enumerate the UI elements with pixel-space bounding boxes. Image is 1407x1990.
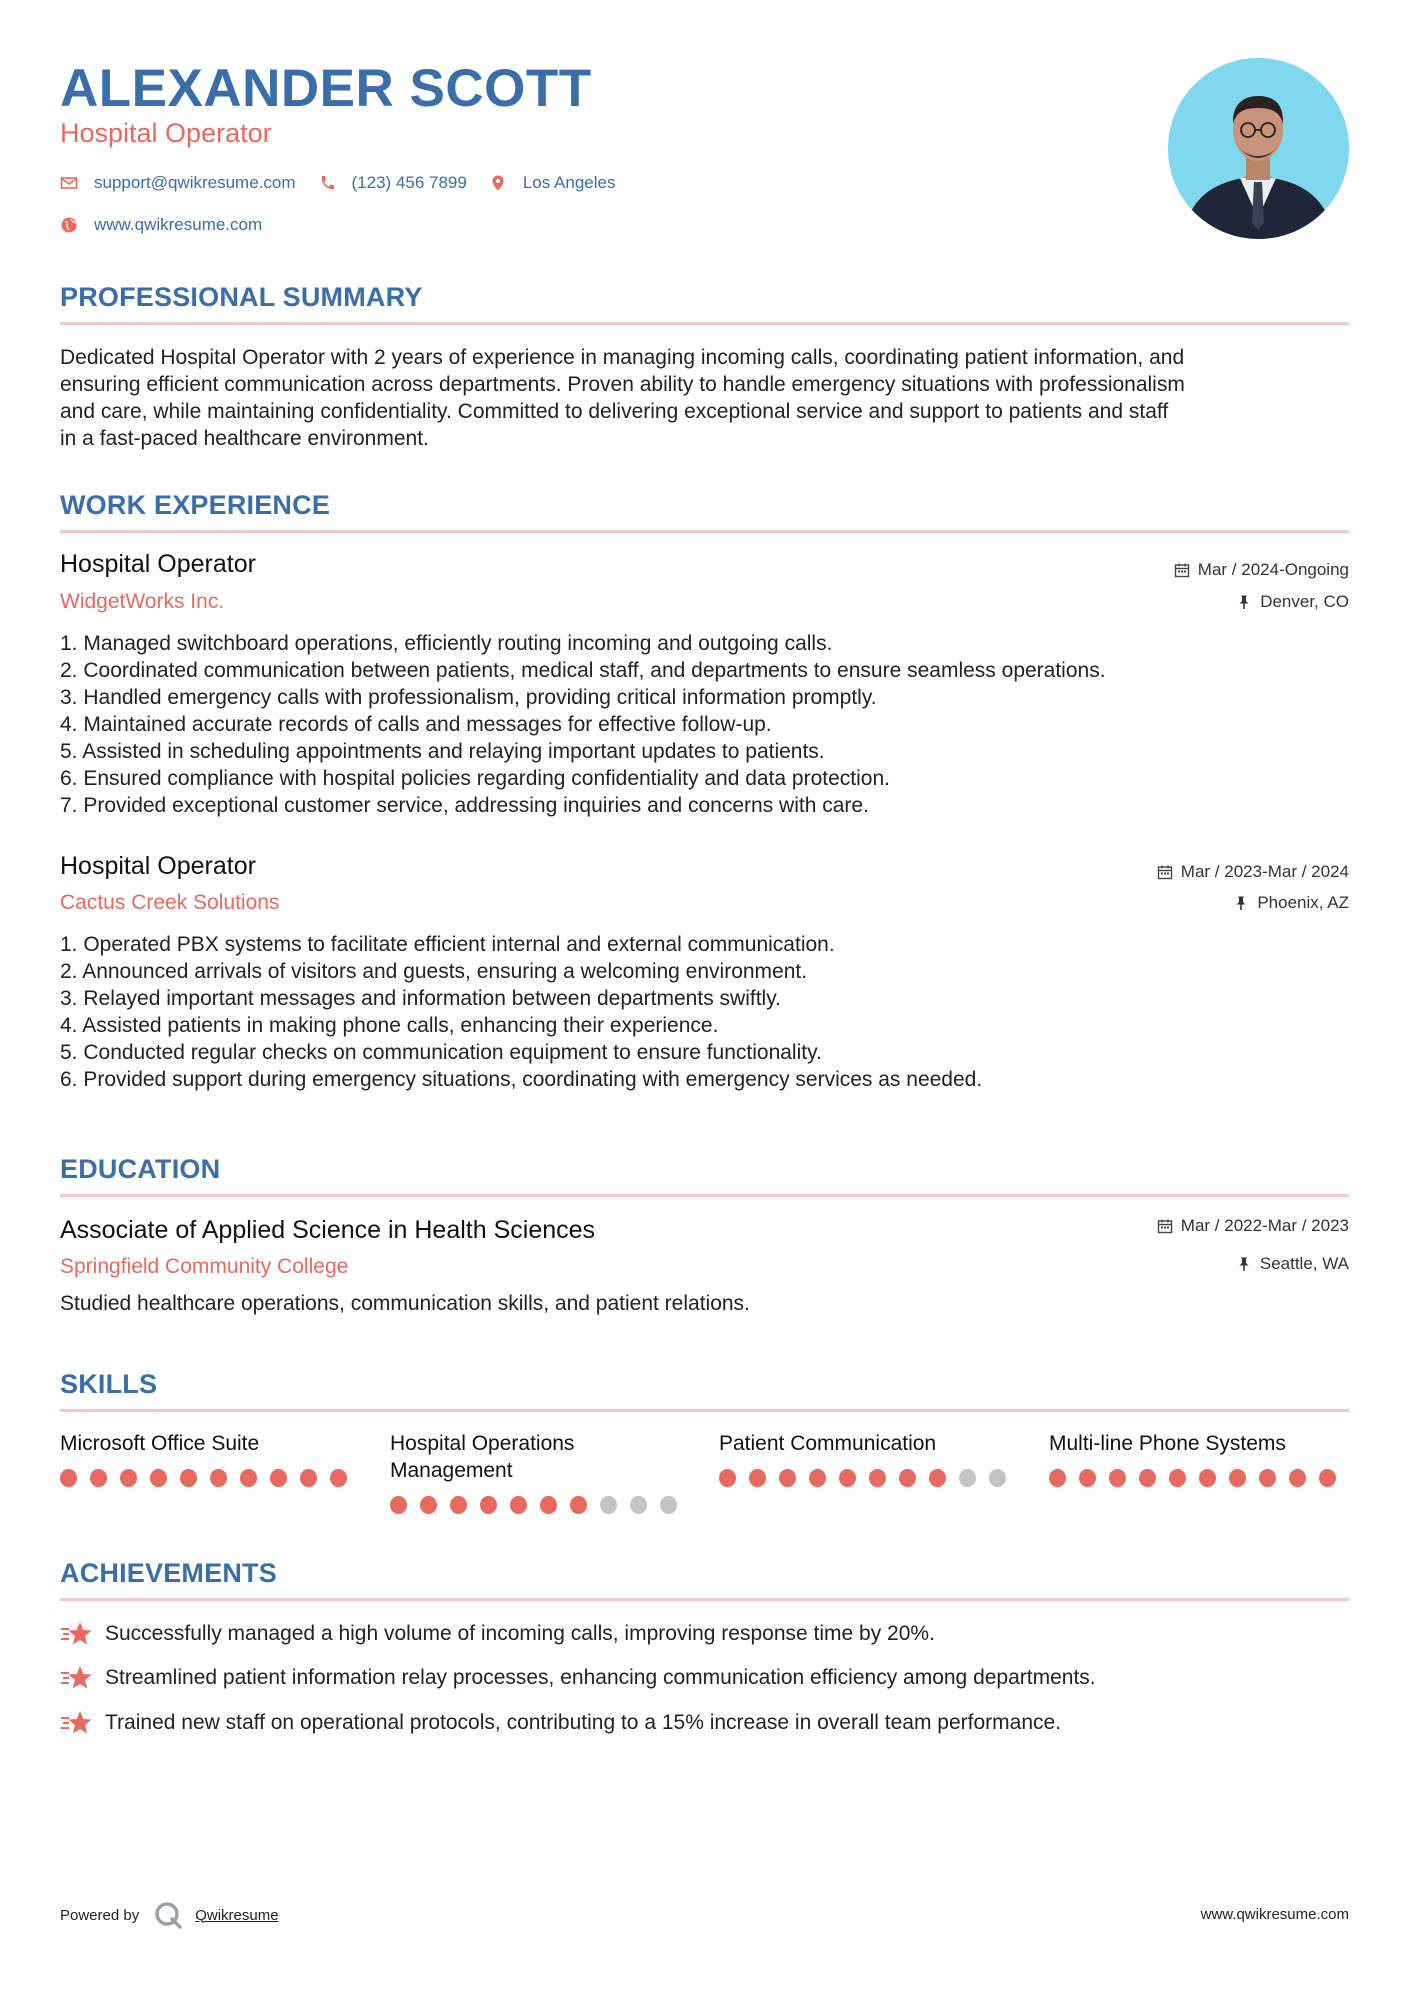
pushpin-icon — [1236, 594, 1252, 610]
skill-dot-filled — [450, 1496, 467, 1514]
qwikresume-link[interactable]: Qwikresume — [195, 1906, 279, 1924]
job-responsibilities — [60, 630, 1349, 819]
list-item: 5. Conducted regular checks on communication equipment to ensure functionality. — [60, 1041, 822, 1064]
education-dates — [1157, 1216, 1349, 1236]
skill-dot-filled — [1289, 1469, 1306, 1487]
shooting-star-icon — [60, 1620, 92, 1648]
skill-dot-empty — [959, 1469, 976, 1487]
calendar-icon — [1157, 864, 1173, 880]
achievement-item — [60, 1709, 1061, 1737]
list-item: 6. Provided support during emergency situations, coordinating with emergency services as needed. — [60, 1068, 983, 1091]
skill-rating — [390, 1496, 690, 1514]
company-name: Cactus Creek Solutions — [60, 891, 280, 914]
phone-number: (123) 456 7899 — [351, 173, 467, 192]
candidate-title: Hospital Operator — [60, 118, 272, 148]
list-item: 1. Operated PBX systems to facilitate efficient internal and external communication. — [60, 933, 835, 956]
skills-heading: SKILLS — [60, 1369, 158, 1399]
skill-dot-filled — [1049, 1469, 1066, 1487]
job-dates — [1157, 862, 1349, 882]
achievement-text: Trained new staff on operational protocols, contributing to a 15% increase in overall team performance. — [105, 1711, 1062, 1734]
job-location — [1233, 893, 1349, 913]
education-location-text: Seattle, WA — [1259, 1254, 1349, 1273]
skill-dot-filled — [929, 1469, 946, 1487]
list-item: 7. Provided exceptional customer service, addressing inquiries and concerns with care. — [60, 794, 869, 817]
globe-icon — [60, 216, 78, 234]
summary-line: ensuring efficient communication across departments. Proven ability to handle emergency situations with professionalism — [60, 373, 1185, 396]
shooting-star-icon — [60, 1664, 92, 1692]
skill-dot-filled — [300, 1469, 317, 1487]
skill-name: Multi-line Phone Systems — [1049, 1432, 1286, 1455]
job-title: Hospital Operator — [60, 550, 256, 578]
job-dates-text: Mar / 2023-Mar / 2024 — [1180, 862, 1349, 881]
skill-dot-filled — [1139, 1469, 1156, 1487]
achievements-divider — [60, 1598, 1349, 1601]
pushpin-icon — [1236, 1256, 1252, 1272]
job-location — [1236, 592, 1349, 612]
school-name: Springfield Community College — [60, 1255, 349, 1278]
job-title: Hospital Operator — [60, 852, 256, 880]
job-dates — [1174, 560, 1349, 580]
skill-dot-empty — [600, 1496, 617, 1514]
skill-dot-filled — [1109, 1469, 1126, 1487]
education-divider — [60, 1194, 1349, 1197]
skill-dot-filled — [869, 1469, 886, 1487]
shooting-star-icon — [60, 1709, 92, 1737]
skill-dot-filled — [749, 1469, 766, 1487]
footer-website-link[interactable]: www.qwikresume.com — [1200, 1906, 1349, 1923]
skills-divider — [60, 1409, 1349, 1412]
skill-item — [1049, 1430, 1349, 1487]
degree-title: Associate of Applied Science in Health Sciences — [60, 1216, 596, 1244]
job-dates-text: Mar / 2024-Ongoing — [1197, 560, 1349, 579]
list-item: 2. Coordinated communication between patients, medical staff, and departments to ensure seamless operations. — [60, 659, 1106, 682]
skill-dot-filled — [330, 1469, 347, 1487]
calendar-icon — [1157, 1218, 1173, 1234]
skill-dot-filled — [1079, 1469, 1096, 1487]
achievement-text: Successfully managed a high volume of incoming calls, improving response time by 20%. — [105, 1622, 935, 1645]
calendar-icon — [1174, 562, 1190, 578]
skill-dot-filled — [390, 1496, 407, 1514]
powered-by-label: Powered by — [60, 1906, 140, 1924]
skill-dot-filled — [570, 1496, 587, 1514]
summary-divider — [60, 322, 1349, 325]
skill-item — [60, 1430, 360, 1487]
education-heading: EDUCATION — [60, 1154, 221, 1184]
contact-row-primary — [60, 173, 637, 193]
summary-line: Dedicated Hospital Operator with 2 years of experience in managing incoming calls, coordinating patient information, and — [60, 346, 1185, 369]
skill-dot-filled — [1229, 1469, 1246, 1487]
skill-dot-filled — [420, 1496, 437, 1514]
summary-line: in a fast-paced healthcare environment. — [60, 427, 429, 450]
skill-dot-filled — [480, 1496, 497, 1514]
skill-dot-filled — [779, 1469, 796, 1487]
skill-dot-filled — [1259, 1469, 1276, 1487]
skill-dot-filled — [120, 1469, 137, 1487]
skill-name: Patient Communication — [719, 1432, 937, 1455]
summary-heading: PROFESSIONAL SUMMARY — [60, 282, 423, 312]
email-link[interactable]: support@qwikresume.com — [94, 173, 296, 192]
skill-dot-filled — [1199, 1469, 1216, 1487]
skill-item — [719, 1430, 1019, 1487]
website-link[interactable]: www.qwikresume.com — [94, 215, 263, 234]
list-item: 3. Relayed important messages and information between departments swiftly. — [60, 987, 781, 1010]
footer-powered-by — [60, 1900, 279, 1930]
skill-dot-filled — [1169, 1469, 1186, 1487]
skill-dot-filled — [90, 1469, 107, 1487]
qwikresume-logo-icon — [153, 1900, 183, 1930]
envelope-icon — [60, 174, 78, 192]
list-item: 2. Announced arrivals of visitors and guests, ensuring a welcoming environment. — [60, 960, 808, 983]
phone-icon — [318, 174, 336, 192]
candidate-name: ALEXANDER SCOTT — [60, 59, 592, 118]
skill-dot-filled — [1319, 1469, 1336, 1487]
skill-dot-filled — [150, 1469, 167, 1487]
map-pin-icon — [489, 174, 507, 192]
pushpin-icon — [1233, 895, 1249, 911]
skill-rating — [719, 1469, 1019, 1487]
list-item: 3. Handled emergency calls with professionalism, providing critical information promptly. — [60, 686, 877, 709]
company-name: WidgetWorks Inc. — [60, 590, 225, 613]
skill-dot-filled — [839, 1469, 856, 1487]
list-item: 6. Ensured compliance with hospital policies regarding confidentiality and data protection. — [60, 767, 890, 790]
education-description: Studied healthcare operations, communication skills, and patient relations. — [60, 1292, 750, 1315]
contact-row-secondary — [60, 215, 284, 235]
achievement-item — [60, 1664, 1096, 1692]
skill-dot-filled — [180, 1469, 197, 1487]
skill-dot-filled — [60, 1469, 77, 1487]
list-item: 4. Assisted patients in making phone calls, enhancing their experience. — [60, 1014, 719, 1037]
job-location-text: Denver, CO — [1260, 592, 1349, 611]
achievements-heading: ACHIEVEMENTS — [60, 1558, 277, 1588]
achievement-item — [60, 1620, 935, 1648]
summary-line: and care, while maintaining confidentiality. Committed to delivering exceptional service and support to patients and staff — [60, 400, 1169, 423]
experience-divider — [60, 530, 1349, 533]
education-location — [1236, 1254, 1349, 1274]
skill-name: Microsoft Office Suite — [60, 1432, 260, 1455]
job-responsibilities — [60, 931, 1349, 1093]
profile-photo — [1168, 58, 1349, 239]
skill-rating — [1049, 1469, 1349, 1487]
skill-dot-filled — [540, 1496, 557, 1514]
skill-dot-empty — [989, 1469, 1006, 1487]
skill-dot-filled — [240, 1469, 257, 1487]
person-portrait-icon — [1168, 58, 1349, 239]
skill-dot-empty — [660, 1496, 677, 1514]
experience-heading: WORK EXPERIENCE — [60, 490, 331, 520]
list-item: 1. Managed switchboard operations, efficiently routing incoming and outgoing calls. — [60, 632, 833, 655]
job-location-text: Phoenix, AZ — [1257, 893, 1349, 912]
list-item: 5. Assisted in scheduling appointments and relaying important updates to patients. — [60, 740, 825, 763]
skill-name: Hospital Operations Management — [390, 1432, 575, 1482]
skill-item — [390, 1430, 690, 1514]
skill-dot-filled — [719, 1469, 736, 1487]
achievement-text: Streamlined patient information relay processes, enhancing communication efficiency among departments. — [105, 1666, 1096, 1689]
skill-dot-filled — [899, 1469, 916, 1487]
skill-dot-filled — [210, 1469, 227, 1487]
summary-paragraph — [60, 344, 1349, 452]
education-dates-text: Mar / 2022-Mar / 2023 — [1180, 1216, 1349, 1235]
location-text: Los Angeles — [522, 173, 616, 192]
skill-dot-filled — [809, 1469, 826, 1487]
skill-dot-filled — [270, 1469, 287, 1487]
list-item: 4. Maintained accurate records of calls and messages for effective follow-up. — [60, 713, 772, 736]
skill-dot-filled — [510, 1496, 527, 1514]
skill-dot-empty — [630, 1496, 647, 1514]
skill-rating — [60, 1469, 360, 1487]
